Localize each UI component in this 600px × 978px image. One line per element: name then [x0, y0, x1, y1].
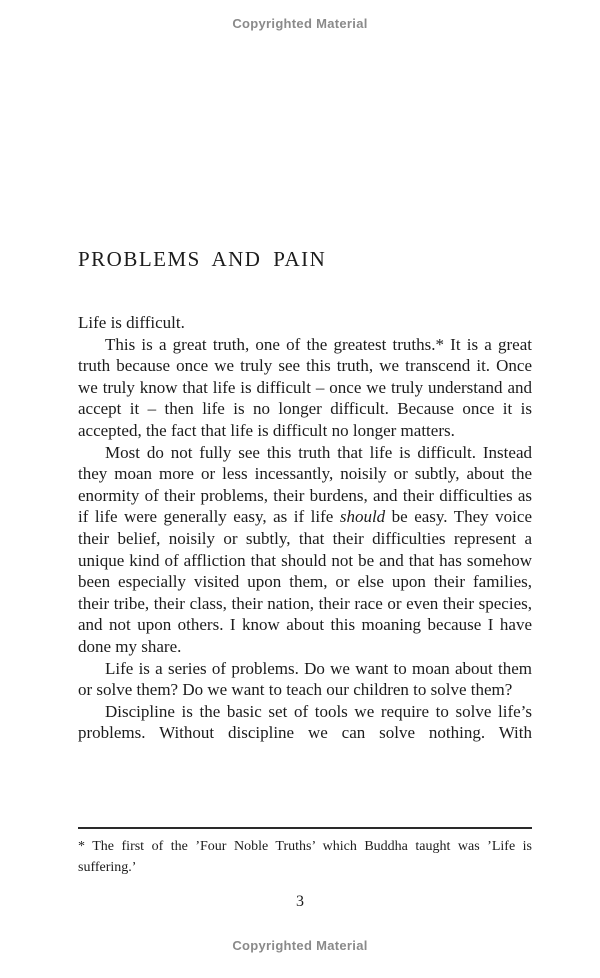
- chapter-title: PROBLEMS AND PAIN: [78, 247, 327, 271]
- copyright-notice-bottom: Copyrighted Material: [232, 938, 368, 953]
- footnote: [78, 827, 532, 878]
- paragraph: [78, 658, 532, 701]
- text-segment: Discipline is the basic set of tools we require to solve life’s problems. Without discipline we can solve nothing. With: [78, 701, 532, 743]
- footnote-divider: [78, 827, 532, 829]
- paragraph: [78, 701, 532, 744]
- body-text: [78, 312, 532, 744]
- copyright-notice-top: Copyrighted Material: [232, 16, 368, 31]
- text-segment: be easy. They voice their belief, noisily or subtly, that their difficulties represent a unique kind of affliction that should not be and that has somehow been especially visited upon them, or else upon their families, their tribe, their class, their nation, their race or even their species, and not upon others. I know about this moaning because I have done my share.: [78, 507, 532, 656]
- text-segment: This is a great truth, one of the greatest truths.* It is a great truth because once we truly see this truth, we transcend it. Once we truly know that life is difficult – once we truly understand and accept it – then life is no longer difficult. Because once it is accepted, the fact that life is difficult no longer matters.: [78, 334, 532, 440]
- paragraph: [78, 312, 532, 334]
- page-number: 3: [296, 893, 304, 910]
- footnote-text: * The first of the ’Four Noble Truths’ which Buddha taught was ’Life is suffering.’: [78, 839, 532, 875]
- text-segment: Life is difficult.: [78, 313, 185, 332]
- text-segment: Life is a series of problems. Do we want to moan about them or solve them? Do we want to teach our children to solve them?: [78, 658, 532, 700]
- text-segment: Most do not fully see this truth that life is difficult. Instead they moan more or less incessantly, noisily or subtly, about the enormity of their problems, their burdens, and their difficulties as if life were generally easy, as if life: [78, 442, 532, 527]
- emphasized-text: should: [339, 507, 386, 527]
- paragraph: [78, 334, 532, 442]
- paragraph: [78, 442, 532, 658]
